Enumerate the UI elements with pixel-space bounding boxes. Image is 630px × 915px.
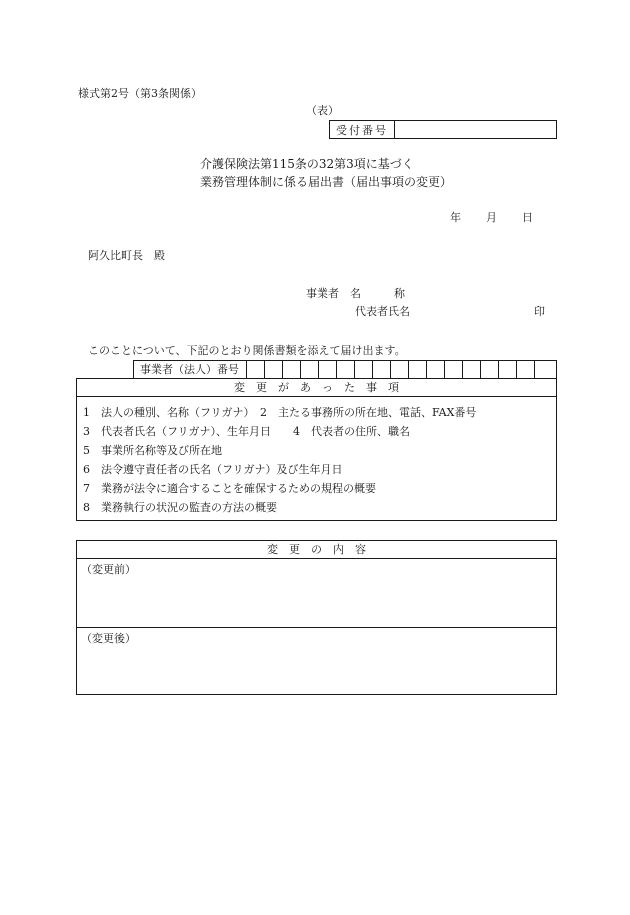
receipt-number-label: 受付番号 bbox=[336, 124, 388, 137]
form-number-label: 様式第2号（第3条関係） bbox=[78, 87, 202, 100]
date-day-label: 日 bbox=[522, 211, 533, 224]
business-number-digit[interactable] bbox=[300, 361, 301, 378]
business-number-digit[interactable] bbox=[408, 361, 409, 378]
changed-item: 7 業務が法令に適合することを確保するための規程の概要 bbox=[83, 482, 376, 495]
business-name-label: 事業者 名 称 bbox=[306, 287, 405, 300]
receipt-number-box bbox=[329, 120, 557, 139]
business-number-digit[interactable] bbox=[318, 361, 319, 378]
business-number-digit-spare[interactable] bbox=[534, 361, 535, 378]
addressee: 阿久比町長 殿 bbox=[88, 249, 165, 262]
changed-item: 8 業務執行の状況の監査の方法の概要 bbox=[83, 501, 277, 514]
before-after-divider bbox=[77, 627, 556, 628]
business-number-digit[interactable] bbox=[282, 361, 283, 378]
form-title-line2: 業務管理体制に係る届出書（届出事項の変更） bbox=[200, 175, 453, 189]
business-number-digit[interactable] bbox=[246, 361, 247, 378]
business-number-digit[interactable] bbox=[354, 361, 355, 378]
business-number-digit[interactable] bbox=[336, 361, 337, 378]
date-month-label: 月 bbox=[486, 211, 497, 224]
business-number-digit[interactable] bbox=[480, 361, 481, 378]
change-content-table bbox=[76, 540, 557, 695]
business-number-digit[interactable] bbox=[444, 361, 445, 378]
business-number-digit[interactable] bbox=[390, 361, 391, 378]
business-number-digit[interactable] bbox=[264, 361, 265, 378]
changed-item: 6 法令遵守責任者の氏名（フリガナ）及び生年月日 bbox=[83, 463, 343, 476]
seal-mark: 印 bbox=[534, 305, 545, 318]
front-side-label: （表） bbox=[306, 104, 339, 117]
business-number-label: 事業者（法人）番号 bbox=[140, 363, 239, 376]
business-number-row bbox=[133, 360, 557, 378]
after-change-label: （変更後） bbox=[81, 632, 136, 645]
business-number-digit[interactable] bbox=[462, 361, 463, 378]
changed-items-divider bbox=[77, 396, 556, 397]
change-content-header: 変 更 の 内 容 bbox=[267, 543, 366, 556]
business-number-digit[interactable] bbox=[498, 361, 499, 378]
before-change-label: （変更前） bbox=[81, 563, 136, 576]
date-year-label: 年 bbox=[450, 211, 461, 224]
business-number-digit[interactable] bbox=[516, 361, 517, 378]
business-number-digit[interactable] bbox=[426, 361, 427, 378]
changed-item: 3 代表者氏名（フリガナ）、生年月日 4 代表者の住所、職名 bbox=[83, 425, 410, 438]
business-number-digit[interactable] bbox=[372, 361, 373, 378]
change-content-divider bbox=[77, 558, 556, 559]
changed-item: 1 法人の種別、名称（フリガナ） 2 主たる事務所の所在地、電話、FAX番号 bbox=[83, 406, 477, 419]
representative-name-label: 代表者氏名 bbox=[355, 305, 410, 318]
form-title-line1: 介護保険法第115条の32第3項に基づく bbox=[200, 157, 414, 171]
intro-text: このことについて、下記のとおり関係書類を添えて届け出ます。 bbox=[88, 344, 406, 357]
changed-items-header: 変 更 が あ っ た 事 項 bbox=[234, 381, 399, 394]
changed-items-table bbox=[76, 378, 557, 521]
changed-item: 5 事業所名称等及び所在地 bbox=[83, 444, 222, 457]
